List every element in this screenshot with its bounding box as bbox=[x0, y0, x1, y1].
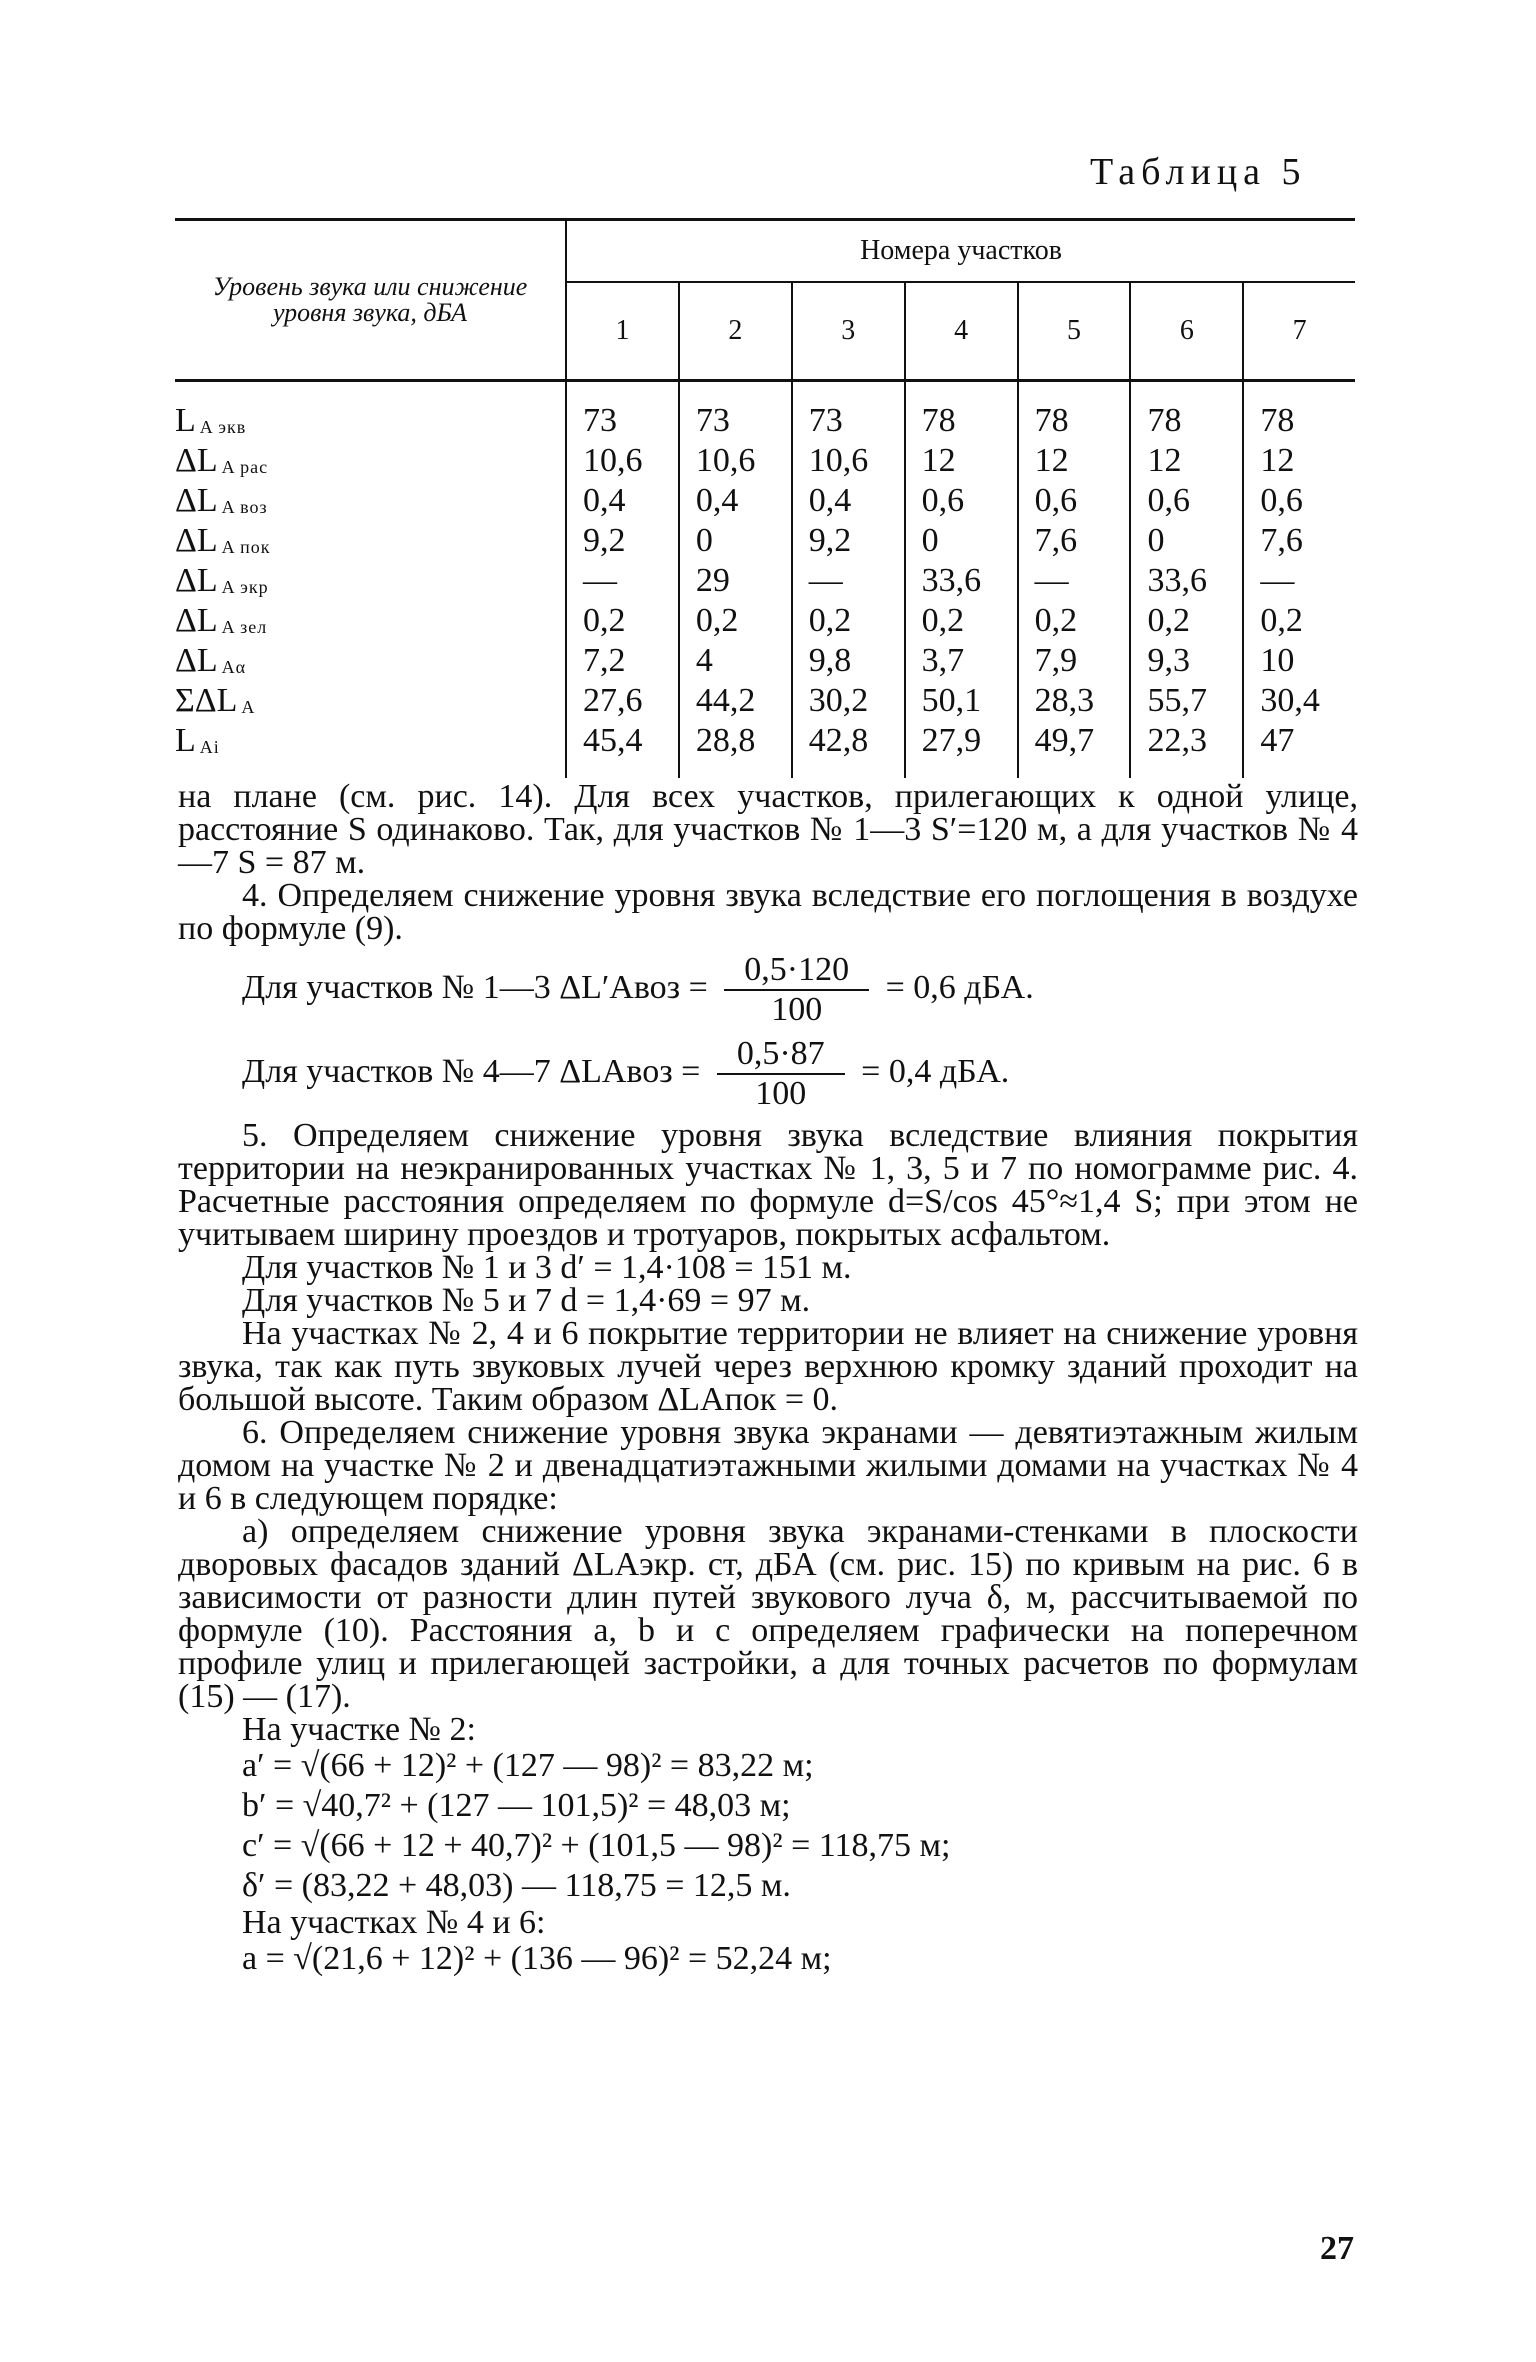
table-cell: 9,2 bbox=[566, 524, 679, 564]
table-row bbox=[175, 684, 1355, 724]
row-label-symbol: ΔL bbox=[175, 482, 218, 519]
column-header: 5 bbox=[1018, 282, 1131, 381]
row-label-subscript: A рас bbox=[221, 457, 269, 477]
table-cell: 0,6 bbox=[1018, 484, 1131, 524]
paragraph: 5. Определяем снижение уровня звука вследствие влияния покрытия территории на неэкранированных участках № 1, 3, 5 и 7 по номограмме рис. 4. Расчетные расстояния определяем по формуле d=S/cos 45°≈1,4 S; при этом не учитываем ширину проездов и тротуаров, покрытых асфальтом. bbox=[178, 1117, 1358, 1253]
column-header: 2 bbox=[679, 282, 792, 381]
fraction-denominator: 100 bbox=[755, 1075, 807, 1112]
table-cell: 12 bbox=[1243, 444, 1355, 484]
row-label bbox=[175, 381, 566, 445]
table-cell: 9,2 bbox=[792, 524, 905, 564]
table-cell: 28,3 bbox=[1018, 684, 1131, 724]
paragraph: на плане (см. рис. 14). Для всех участков, прилегающих к одной улице, расстояние S одинаково. Так, для участков № 1—3 S′=120 м, а для участков № 4—7 S = 87 м. bbox=[178, 778, 1358, 881]
equation-prefix: Для участков № 4—7 ΔLAвоз = bbox=[242, 1052, 701, 1090]
paragraph: Для участков № 1 и 3 d′ = 1,4·108 = 151 м. bbox=[242, 1249, 852, 1286]
row-label-symbol: ΔL bbox=[175, 602, 218, 639]
table-cell: — bbox=[792, 564, 905, 604]
table-row bbox=[175, 604, 1355, 644]
table-cell: 7,6 bbox=[1018, 524, 1131, 564]
table-cell: 49,7 bbox=[1018, 724, 1131, 778]
equation-2 bbox=[242, 1035, 1358, 1113]
table-cell: 33,6 bbox=[905, 564, 1018, 604]
row-label-symbol: ΣΔL bbox=[175, 682, 238, 719]
table-cell: 0,2 bbox=[792, 604, 905, 644]
table-cell: 0,2 bbox=[566, 604, 679, 644]
table-cell: 22,3 bbox=[1130, 724, 1243, 778]
table-cell: 0 bbox=[905, 524, 1018, 564]
paragraph: 4. Определяем снижение уровня звука вследствие его поглощения в воздухе по формуле (9). bbox=[178, 877, 1358, 947]
equation-result: = 0,6 дБА. bbox=[885, 968, 1034, 1006]
table-cell: 29 bbox=[679, 564, 792, 604]
row-label-subscript: A пок bbox=[221, 537, 271, 557]
table-cell: 30,2 bbox=[792, 684, 905, 724]
table-title: Таблица 5 bbox=[1090, 151, 1307, 193]
paragraph: На участках № 4 и 6: bbox=[242, 1904, 546, 1941]
paragraph: На участках № 2, 4 и 6 покрытие территории не влияет на снижение уровня звука, так как путь звуковых лучей через верхнюю кромку зданий проходит на большой высоте. Таким образом ΔLAпок = 0. bbox=[178, 1315, 1358, 1418]
row-label bbox=[175, 644, 566, 684]
table-cell: 30,4 bbox=[1243, 684, 1355, 724]
table-cell: 45,4 bbox=[566, 724, 679, 778]
table-cell: 78 bbox=[1018, 381, 1131, 445]
table-cell: 0,2 bbox=[1018, 604, 1131, 644]
table-cell: 0,2 bbox=[679, 604, 792, 644]
row-label-subscript: Aα bbox=[221, 657, 247, 677]
table-cell: 7,6 bbox=[1243, 524, 1355, 564]
table-cell: 0,2 bbox=[1130, 604, 1243, 644]
table-cell: 10,6 bbox=[566, 444, 679, 484]
column-header: 4 bbox=[905, 282, 1018, 381]
table-cell: 12 bbox=[1130, 444, 1243, 484]
table-cell: 78 bbox=[1130, 381, 1243, 445]
table-cell: 0,4 bbox=[679, 484, 792, 524]
paragraph: Для участков № 5 и 7 d = 1,4·69 = 97 м. bbox=[242, 1282, 811, 1319]
table-cell: 55,7 bbox=[1130, 684, 1243, 724]
row-label-subscript: A экв bbox=[199, 417, 247, 437]
row-label-subscript: A зел bbox=[221, 617, 268, 637]
formula: c′ = √(66 + 12 + 40,7)² + (101,5 — 98)² = 118,75 м; bbox=[242, 1827, 951, 1864]
row-label-symbol: ΔL bbox=[175, 442, 218, 479]
table-row bbox=[175, 644, 1355, 684]
row-label bbox=[175, 724, 566, 778]
table-cell: 0,4 bbox=[792, 484, 905, 524]
table-cell: 4 bbox=[679, 644, 792, 684]
page-number: 27 bbox=[1320, 2230, 1354, 2267]
table-cell: 9,8 bbox=[792, 644, 905, 684]
table-row bbox=[175, 444, 1355, 484]
table-cell: 78 bbox=[1243, 381, 1355, 445]
row-label-symbol: ΔL bbox=[175, 642, 218, 679]
fraction-denominator: 100 bbox=[771, 991, 823, 1028]
table-cell: 33,6 bbox=[1130, 564, 1243, 604]
formula: δ′ = (83,22 + 48,03) — 118,75 = 12,5 м. bbox=[242, 1867, 791, 1904]
table-cell: — bbox=[1243, 564, 1355, 604]
table-row bbox=[175, 564, 1355, 604]
table-cell: 0,6 bbox=[1243, 484, 1355, 524]
row-label bbox=[175, 684, 566, 724]
paragraph: На участке № 2: bbox=[242, 1711, 476, 1748]
row-label-symbol: ΔL bbox=[175, 522, 218, 559]
formula: a′ = √(66 + 12)² + (127 — 98)² = 83,22 м; bbox=[242, 1747, 814, 1784]
row-label-symbol: ΔL bbox=[175, 562, 218, 599]
column-header: 3 bbox=[792, 282, 905, 381]
equation-1 bbox=[242, 951, 1358, 1029]
header-group: Номера участков bbox=[566, 220, 1355, 283]
formula: a = √(21,6 + 12)² + (136 — 96)² = 52,24 м; bbox=[242, 1940, 832, 1977]
table-cell: 73 bbox=[679, 381, 792, 445]
table-cell: 12 bbox=[905, 444, 1018, 484]
row-label-symbol: L bbox=[175, 722, 196, 759]
formula: b′ = √40,7² + (127 — 101,5)² = 48,03 м; bbox=[242, 1787, 791, 1824]
table-cell: 10,6 bbox=[792, 444, 905, 484]
table-cell: 3,7 bbox=[905, 644, 1018, 684]
column-header: 6 bbox=[1130, 282, 1243, 381]
table-row bbox=[175, 381, 1355, 445]
table-cell: 0,6 bbox=[1130, 484, 1243, 524]
fraction-numerator: 0,5·87 bbox=[717, 1035, 845, 1075]
table-row bbox=[175, 724, 1355, 778]
row-label-subscript: A bbox=[241, 697, 256, 717]
row-label-symbol: L bbox=[175, 402, 196, 439]
table-cell: 44,2 bbox=[679, 684, 792, 724]
header-label: Уровень звука или снижение уровня звука, дБА bbox=[175, 220, 566, 381]
row-label-subscript: Ai bbox=[199, 737, 220, 757]
row-label-subscript: A воз bbox=[221, 497, 268, 517]
table-cell: 42,8 bbox=[792, 724, 905, 778]
table-cell: 73 bbox=[566, 381, 679, 445]
table-cell: 0,4 bbox=[566, 484, 679, 524]
data-table bbox=[175, 218, 1355, 778]
table-cell: 0 bbox=[1130, 524, 1243, 564]
table-cell: — bbox=[1018, 564, 1131, 604]
table-cell: 0 bbox=[679, 524, 792, 564]
row-label bbox=[175, 444, 566, 484]
table-cell: — bbox=[566, 564, 679, 604]
paragraph: а) определяем снижение уровня звука экранами-стенками в плоскости дворовых фасадов зданий ΔLAэкр. ст, дБА (см. рис. 15) по кривым на рис. 6 в зависимости от разности длин путей звукового луча δ, м, рассчитываемой по формуле (10). Расстояния a, b и c определяем графически на поперечном профиле улиц и прилегающей застройки, а для точных расчетов по формулам (15) — (17). bbox=[178, 1513, 1358, 1715]
table-cell: 50,1 bbox=[905, 684, 1018, 724]
row-label bbox=[175, 604, 566, 644]
table-cell: 9,3 bbox=[1130, 644, 1243, 684]
fraction-numerator: 0,5·120 bbox=[724, 951, 869, 991]
row-label bbox=[175, 484, 566, 524]
table-cell: 0,6 bbox=[905, 484, 1018, 524]
table-cell: 78 bbox=[905, 381, 1018, 445]
column-header: 1 bbox=[566, 282, 679, 381]
table-cell: 7,2 bbox=[566, 644, 679, 684]
row-label bbox=[175, 564, 566, 604]
table-cell: 0,2 bbox=[905, 604, 1018, 644]
table-cell: 7,9 bbox=[1018, 644, 1131, 684]
equation-result: = 0,4 дБА. bbox=[861, 1052, 1010, 1090]
body-text bbox=[178, 780, 1358, 1979]
table-cell: 10 bbox=[1243, 644, 1355, 684]
row-label-subscript: A экр bbox=[221, 577, 269, 597]
table-row bbox=[175, 524, 1355, 564]
equation-prefix: Для участков № 1—3 ΔL′Aвоз = bbox=[242, 968, 708, 1006]
paragraph: 6. Определяем снижение уровня звука экранами — девятиэтажным жилым домом на участке № 2 и двенадцатиэтажными жилыми домами на участках № 4 и 6 в следующем порядке: bbox=[178, 1414, 1358, 1517]
table-row bbox=[175, 484, 1355, 524]
table-cell: 27,9 bbox=[905, 724, 1018, 778]
column-header: 7 bbox=[1243, 282, 1355, 381]
table-cell: 10,6 bbox=[679, 444, 792, 484]
row-label bbox=[175, 524, 566, 564]
table-cell: 28,8 bbox=[679, 724, 792, 778]
table-cell: 12 bbox=[1018, 444, 1131, 484]
table-cell: 0,2 bbox=[1243, 604, 1355, 644]
table-cell: 73 bbox=[792, 381, 905, 445]
table-cell: 27,6 bbox=[566, 684, 679, 724]
table-cell: 47 bbox=[1243, 724, 1355, 778]
